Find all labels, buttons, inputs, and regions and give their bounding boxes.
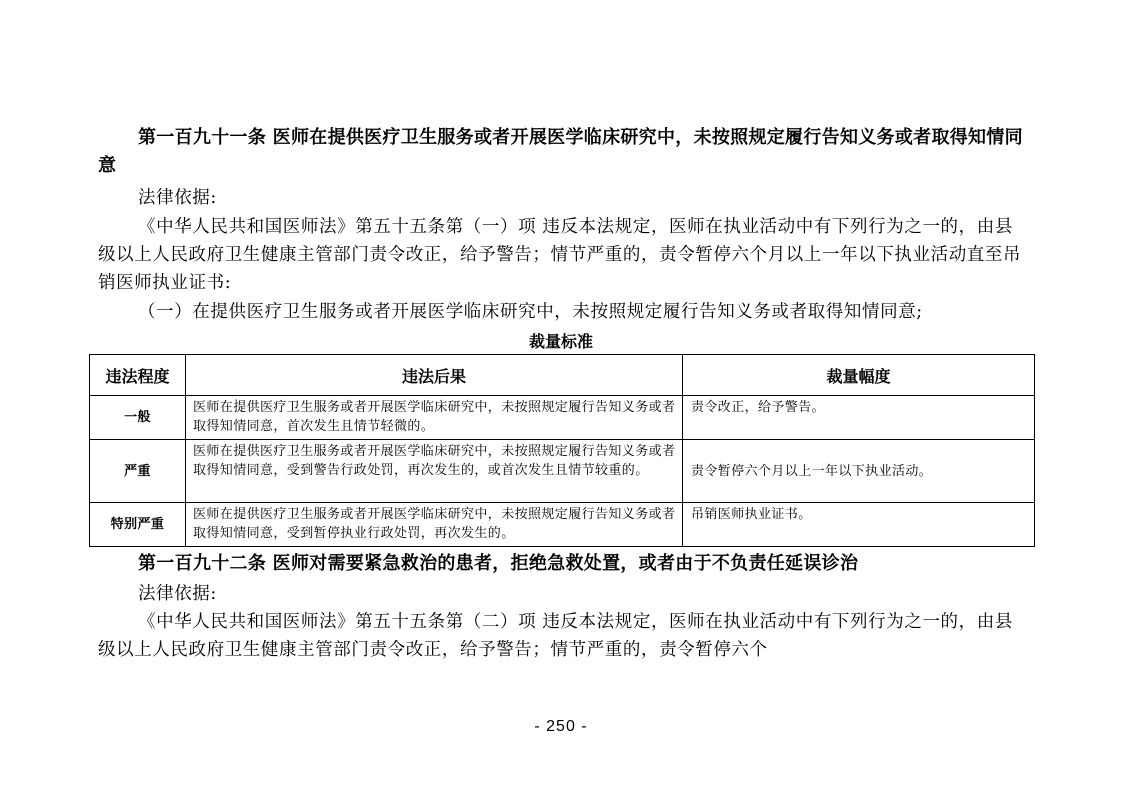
degree-cell: 一般 bbox=[90, 396, 186, 440]
consequence-cell: 医师在提供医疗卫生服务或者开展医学临床研究中，未按照规定履行告知义务或者取得知情同意，受到警告行政处罚，再次发生的，或首次发生且情节较重的。 bbox=[186, 440, 683, 503]
article-191-heading: 第一百九十一条 医师在提供医疗卫生服务或者开展医学临床研究中，未按照规定履行告知义务或者取得知情同意 bbox=[98, 127, 1023, 176]
header-degree: 违法程度 bbox=[90, 355, 186, 396]
consequence-cell: 医师在提供医疗卫生服务或者开展医学临床研究中，未按照规定履行告知义务或者取得知情同意，首次发生且情节轻微的。 bbox=[186, 396, 683, 440]
page-number: - 250 - bbox=[534, 718, 588, 735]
penalty-standards-table bbox=[89, 354, 1035, 547]
article-191-basis-label: 法律依据: bbox=[138, 188, 217, 208]
article-191-clause: （一）在提供医疗卫生服务或者开展医学临床研究中，未按照规定履行告知义务或者取得知情同意; bbox=[138, 302, 923, 322]
article-192-heading: 第一百九十二条 医师对需要紧急救治的患者，拒绝急救处置，或者由于不负责任延误诊治 bbox=[138, 553, 859, 574]
measure-cell: 吊销医师执业证书。 bbox=[683, 503, 1035, 547]
measure-cell: 责令暂停六个月以上一年以下执业活动。 bbox=[683, 440, 1035, 503]
article-192-law-text: 《中华人民共和国医师法》第五十五条第（二）项 违反本法规定，医师在执业活动中有下列行为之一的，由县级以上人民政府卫生健康主管部门责令改正，给予警告；情节严重的，责令暂停六个 bbox=[98, 612, 1013, 660]
consequence-cell: 医师在提供医疗卫生服务或者开展医学临床研究中，未按照规定履行告知义务或者取得知情同意，受到暂停执业行政处罚，再次发生的。 bbox=[186, 503, 683, 547]
table-row bbox=[90, 503, 1035, 547]
header-measure: 裁量幅度 bbox=[683, 355, 1035, 396]
measure-cell: 责令改正，给予警告。 bbox=[683, 396, 1035, 440]
header-consequence: 违法后果 bbox=[186, 355, 683, 396]
degree-cell: 特别严重 bbox=[90, 503, 186, 547]
table-title: 裁量标准 bbox=[528, 332, 593, 351]
table-header-row bbox=[90, 355, 1035, 396]
table-row bbox=[90, 396, 1035, 440]
table-row bbox=[90, 440, 1035, 503]
article-192-basis-label: 法律依据: bbox=[138, 584, 217, 604]
degree-cell: 严重 bbox=[90, 440, 186, 503]
article-191-law-text: 《中华人民共和国医师法》第五十五条第（一）项 违反本法规定，医师在执业活动中有下列行为之一的，由县级以上人民政府卫生健康主管部门责令改正，给予警告；情节严重的，责令暂停六个月以上一年以下执业活动直至吊销医师执业证书: bbox=[98, 217, 1022, 293]
